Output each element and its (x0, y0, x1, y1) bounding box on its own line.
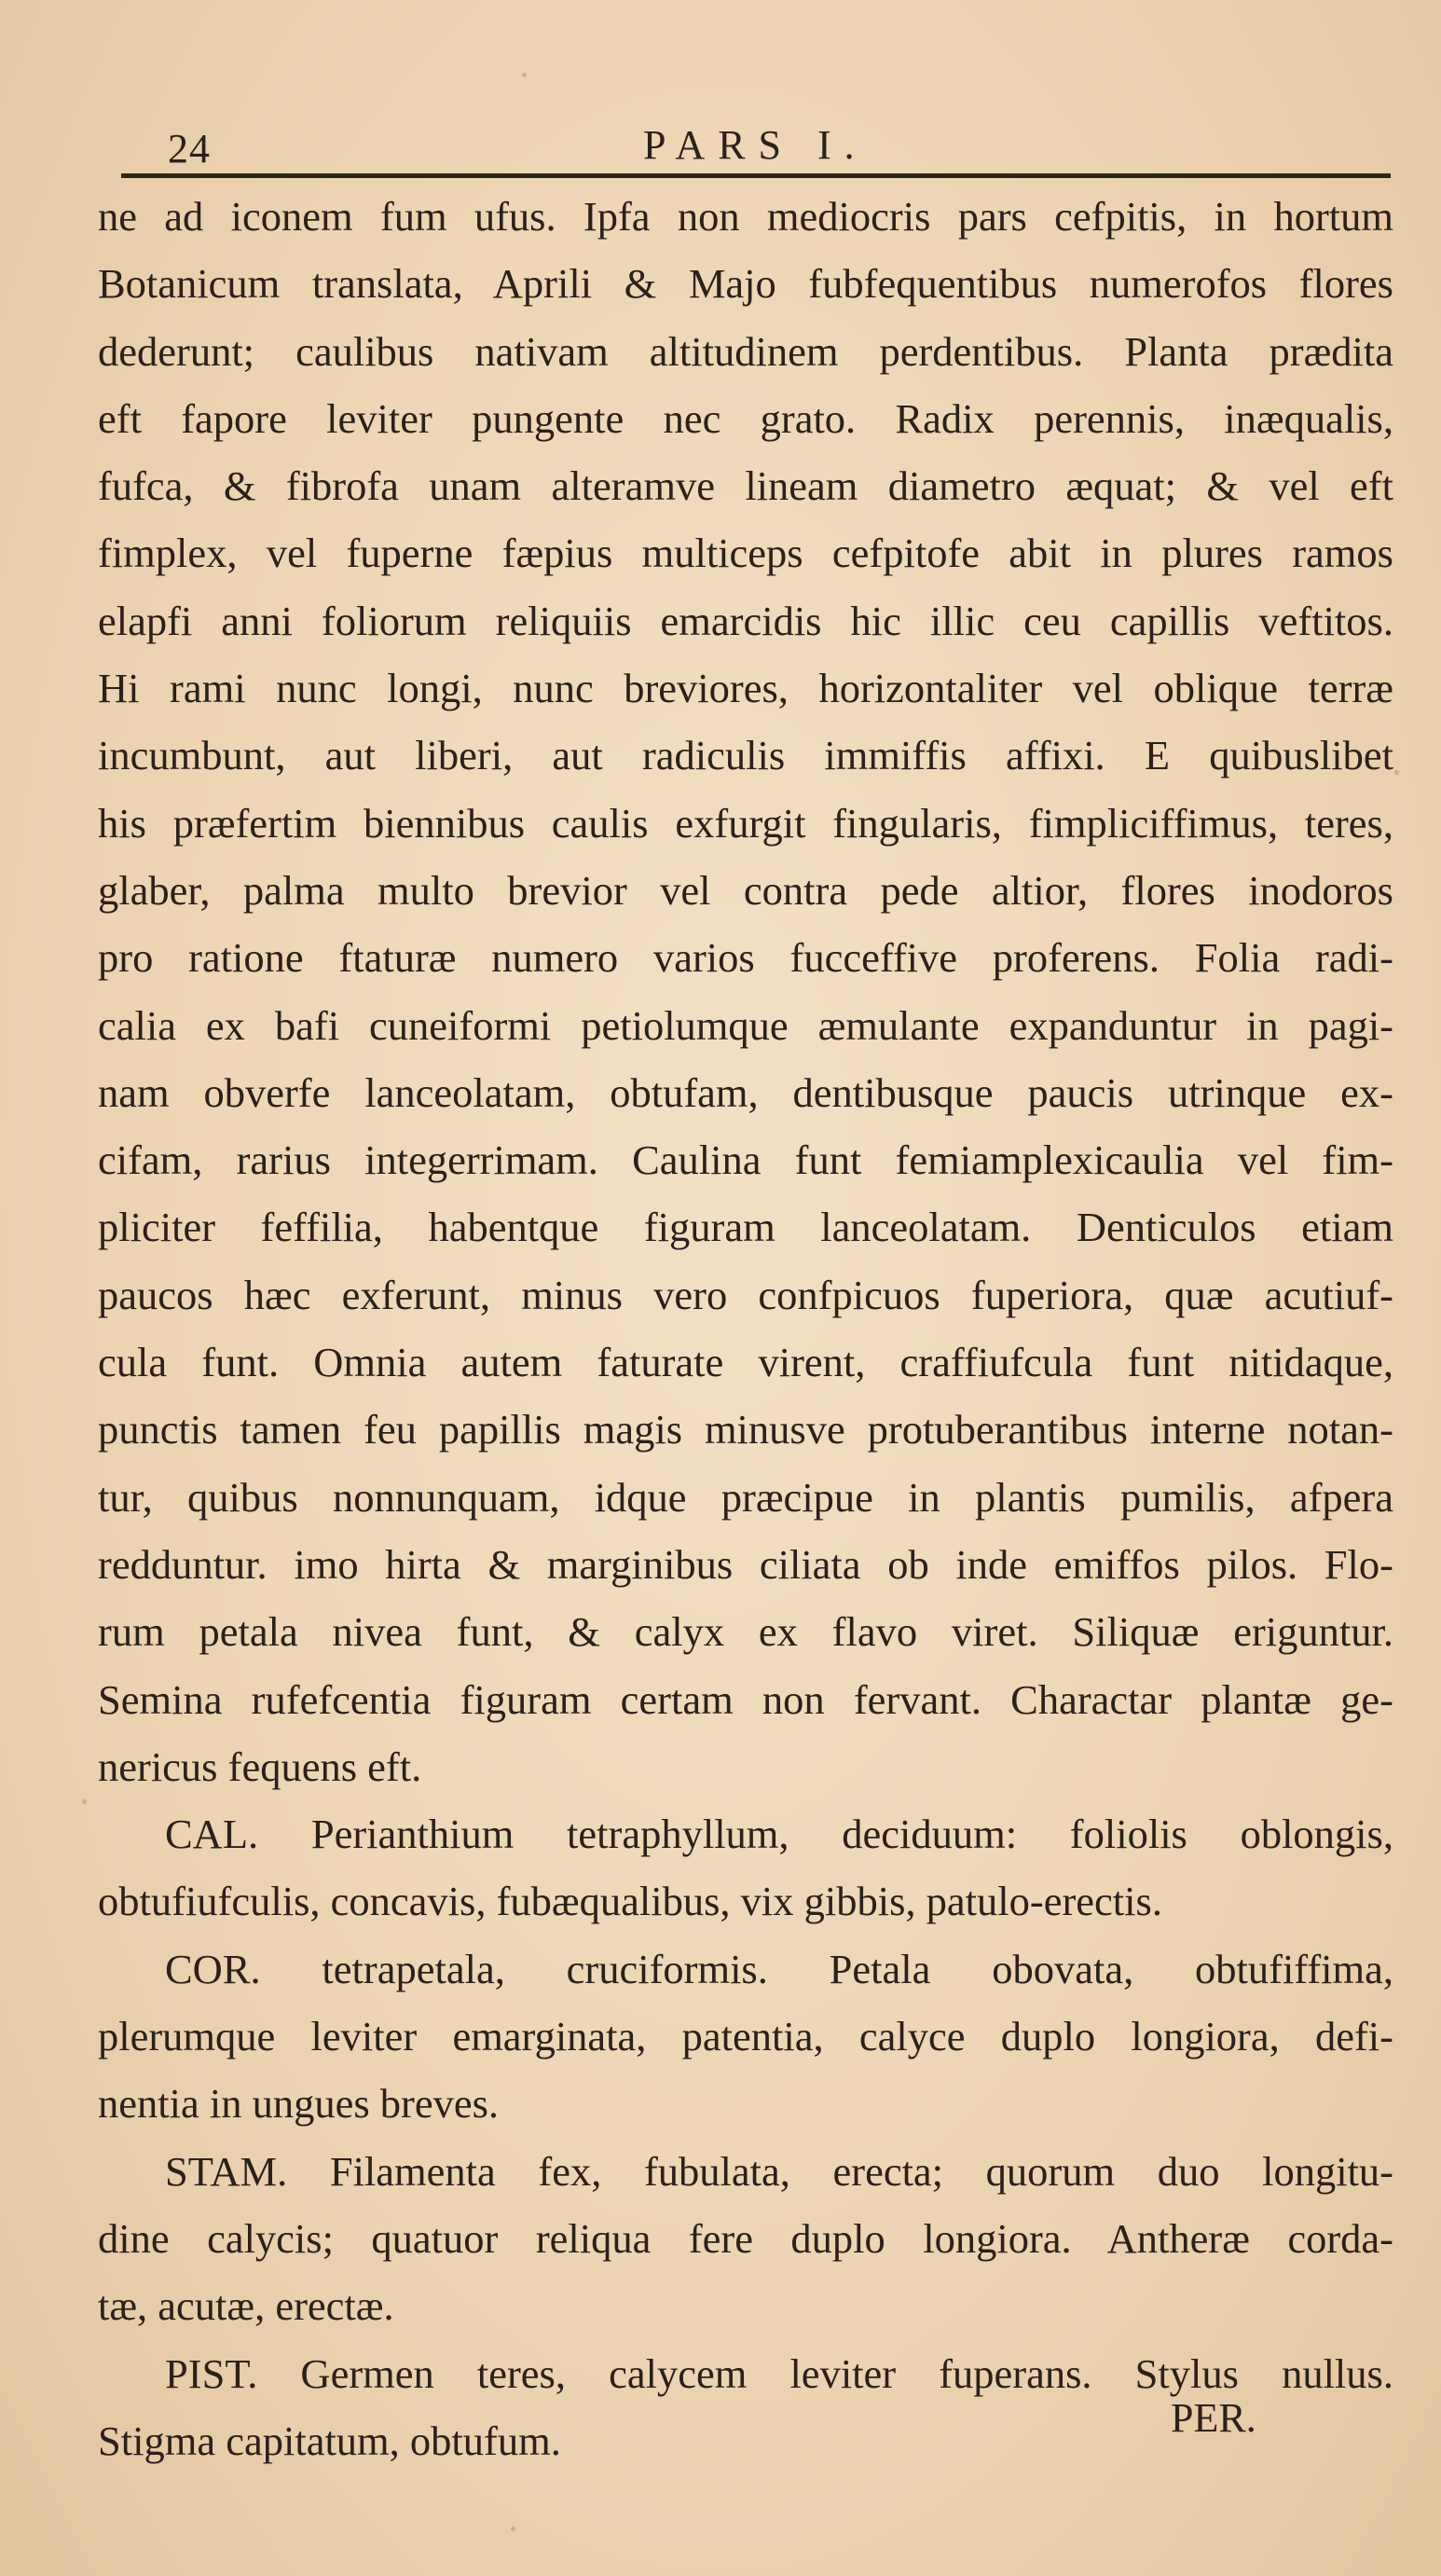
text-line: paucos hæc exferunt, minus vero confpicuos fuperiora, quæ acutiuf- (98, 1271, 1393, 1318)
catchword: PER. (1171, 2395, 1256, 2441)
cor-paragraph-line: nentia in ungues breves. (98, 2080, 500, 2128)
pist-paragraph-line: PIST. Germen teres, calycem leviter fuperans. Stylus nullus. (165, 2349, 1393, 2397)
paper-speck (82, 1799, 87, 1804)
text-line: elapfi anni foliorum reliquiis emarcidis hic illic ceu capillis veftitos. (98, 597, 1393, 644)
page-number: 24 (168, 126, 211, 172)
text-line: ne ad iconem fum ufus. Ipfa non mediocris pars cefpitis, in hortum (98, 193, 1393, 240)
paper-speck (1394, 770, 1399, 775)
text-line: Hi rami nunc longi, nunc breviores, horizontaliter vel oblique terræ (98, 665, 1393, 712)
text-line: Semina rufefcentia figuram certam non fervant. Charactar plantæ ge- (98, 1675, 1393, 1723)
text-line: glaber, palma multo brevior vel contra pede altior, flores inodoros (98, 866, 1393, 914)
text-line: fimplex, vel fuperne fæpius multiceps cefpitofe abit in plures ramos (98, 530, 1393, 577)
page-header (121, 117, 1389, 173)
text-line: cifam, rarius integerrimam. Caulina funt femiamplexicaulia vel fim- (98, 1136, 1393, 1184)
text-line: rum petala nivea funt, & calyx ex flavo viret. Siliquæ eriguntur. (98, 1608, 1393, 1656)
text-line: pliciter feffilia, habentque figuram lanceolatam. Denticulos etiam (98, 1204, 1393, 1251)
text-line: tur, quibus nonnunquam, idque præcipue in plantis pumilis, afpera (98, 1473, 1393, 1521)
text-line: nam obverfe lanceolatam, obtufam, dentibusque paucis utrinque ex- (98, 1068, 1393, 1116)
text-line: nericus fequens eft. (98, 1743, 422, 1790)
paper-speck (522, 73, 527, 77)
text-line: redduntur. imo hirta & marginibus ciliata ob inde emiffos pilos. Flo- (98, 1540, 1393, 1588)
stam-paragraph-line: dine calycis; quatuor reliqua fere duplo longiora. Antheræ corda- (98, 2214, 1393, 2262)
pist-paragraph-line: Stigma capitatum, obtufum. (98, 2417, 561, 2464)
cal-paragraph-line: obtufiufculis, concavis, fubæqualibus, vix gibbis, patulo-erectis. (98, 1878, 1162, 1925)
text-line: Botanicum translata, Aprili & Majo fubfequentibus numerofos flores (98, 260, 1393, 308)
text-line: his præfertim biennibus caulis exfurgit fingularis, fimpliciffimus, teres, (98, 799, 1393, 847)
stam-paragraph-line: tæ, acutæ, erectæ. (98, 2282, 394, 2330)
text-line: cula funt. Omnia autem faturate virent, craffiufcula funt nitidaque, (98, 1339, 1393, 1386)
running-head: PARS I. (643, 122, 868, 168)
cor-paragraph-line: plerumque leviter emarginata, patentia, calyce duplo longiora, defi- (98, 2013, 1393, 2060)
text-line: calia ex bafi cuneiformi petiolumque æmulante expanduntur in pagi- (98, 1001, 1393, 1049)
stam-paragraph-line: STAM. Filamenta fex, fubulata, erecta; quorum duo longitu- (165, 2147, 1393, 2195)
text-line: dederunt; caulibus nativam altitudinem perdentibus. Planta prædita (98, 327, 1393, 375)
text-line: punctis tamen feu papillis magis minusve protuberantibus interne notan- (98, 1406, 1393, 1453)
cor-paragraph-line: COR. tetrapetala, cruciformis. Petala obovata, obtufiffima, (165, 1945, 1393, 1992)
text-line: fufca, & fibrofa unam alteramve lineam diametro æquat; & vel eft (98, 462, 1393, 510)
text-line: eft fapore leviter pungente nec grato. Radix perennis, inæqualis, (98, 394, 1393, 442)
paper-speck (511, 2527, 515, 2531)
text-line: pro ratione ftaturæ numero varios fucceffive proferens. Folia radi- (98, 934, 1393, 982)
text-line: incumbunt, aut liberi, aut radiculis immiffis affixi. E quibuslibet (98, 732, 1393, 779)
body-text (98, 183, 1393, 2474)
header-rule (121, 173, 1391, 178)
cal-paragraph-line: CAL. Perianthium tetraphyllum, deciduum: foliolis oblongis, (165, 1811, 1393, 1858)
